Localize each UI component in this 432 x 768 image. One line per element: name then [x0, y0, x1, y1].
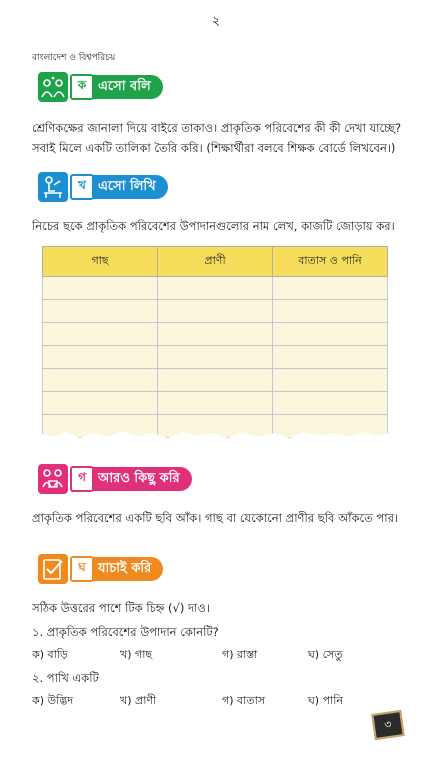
- q2-option-ga[interactable]: গ) বাতাস: [222, 694, 266, 707]
- students-activity-icon: [38, 464, 68, 494]
- table-row: [43, 346, 388, 369]
- ka-paragraph: [32, 118, 412, 158]
- writing-desk-icon: [38, 172, 68, 202]
- q2-option-ka[interactable]: ক) উদ্ভিদ: [32, 694, 74, 707]
- section-ka-title: এসো বলি: [92, 75, 163, 99]
- q1-option-ga[interactable]: গ) রাস্তা: [222, 648, 258, 661]
- section-kha-header: [38, 172, 168, 202]
- checklist-icon: [38, 554, 68, 584]
- ga-paragraph: প্রাকৃতিক পরিবেশের একটি ছবি আঁক। গাছ বা যেকোনো প্রাণীর ছবি আঁকতে পার।: [32, 511, 399, 525]
- table-row: [43, 277, 388, 300]
- table-row: [43, 369, 388, 392]
- table-header-trees: গাছ: [43, 247, 158, 277]
- table-header-animals: প্রাণী: [158, 247, 273, 277]
- kha-paragraph: নিচের ছকে প্রাকৃতিক পরিবেশের উপাদানগুলোর নাম লেখ, কাজটি জোড়ায় কর।: [32, 219, 395, 233]
- q2-option-gha[interactable]: ঘ) পানি: [308, 694, 343, 707]
- q1-option-gha[interactable]: ঘ) সেতু: [308, 648, 343, 661]
- table-row: [43, 392, 388, 415]
- gha-instruction: সঠিক উত্তরের পাশে টিক চিহ্ন (√) দাও।: [32, 601, 210, 615]
- section-ga-header: [38, 464, 192, 494]
- section-gha-header: [38, 554, 163, 584]
- section-gha-title: যাচাই করি: [92, 557, 163, 581]
- question-2-options: [32, 692, 412, 711]
- question-1-options: [32, 646, 412, 665]
- q2-option-kha[interactable]: খ) প্রাণী: [120, 694, 157, 707]
- section-kha-letter: খ: [70, 174, 94, 200]
- section-ga-letter: গ: [70, 466, 94, 492]
- q1-option-kha[interactable]: খ) গাছ: [120, 648, 153, 661]
- running-head: বাংলাদেশ ও বিশ্বপরিচয়: [32, 53, 116, 63]
- people-talking-icon: [38, 72, 68, 102]
- table-header-air-water: বাতাস ও পানি: [273, 247, 388, 277]
- torn-paper-edge: [42, 428, 388, 442]
- table-row: [43, 300, 388, 323]
- page-number-badge: ৩: [371, 710, 404, 740]
- ka-line-2: সবাই মিলে একটি তালিকা তৈরি করি। (শিক্ষার্থীরা বলবে শিক্ষক বোর্ডে লিখবেন।): [32, 141, 396, 155]
- section-gha-letter: ঘ: [70, 556, 94, 582]
- section-ka-header: [38, 72, 163, 102]
- ka-line-1: শ্রেণিকক্ষের জানালা দিয়ে বাইরে তাকাও। প্রাকৃতিক পরিবেশের কী কী দেখা যাচ্ছে?: [32, 121, 402, 135]
- section-kha-title: এসো লিখি: [92, 175, 168, 199]
- question-2: ২. পাখি একটি: [32, 671, 99, 685]
- q1-option-ka[interactable]: ক) বাড়ি: [32, 648, 68, 661]
- elements-table: [42, 246, 388, 442]
- section-ka-letter: ক: [70, 74, 94, 100]
- question-1: ১. প্রাকৃতিক পরিবেশের উপাদান কোনটি?: [32, 625, 219, 639]
- table-row: [43, 323, 388, 346]
- page-number-top: ২: [211, 14, 221, 29]
- section-ga-title: আরও কিছু করি: [92, 467, 192, 491]
